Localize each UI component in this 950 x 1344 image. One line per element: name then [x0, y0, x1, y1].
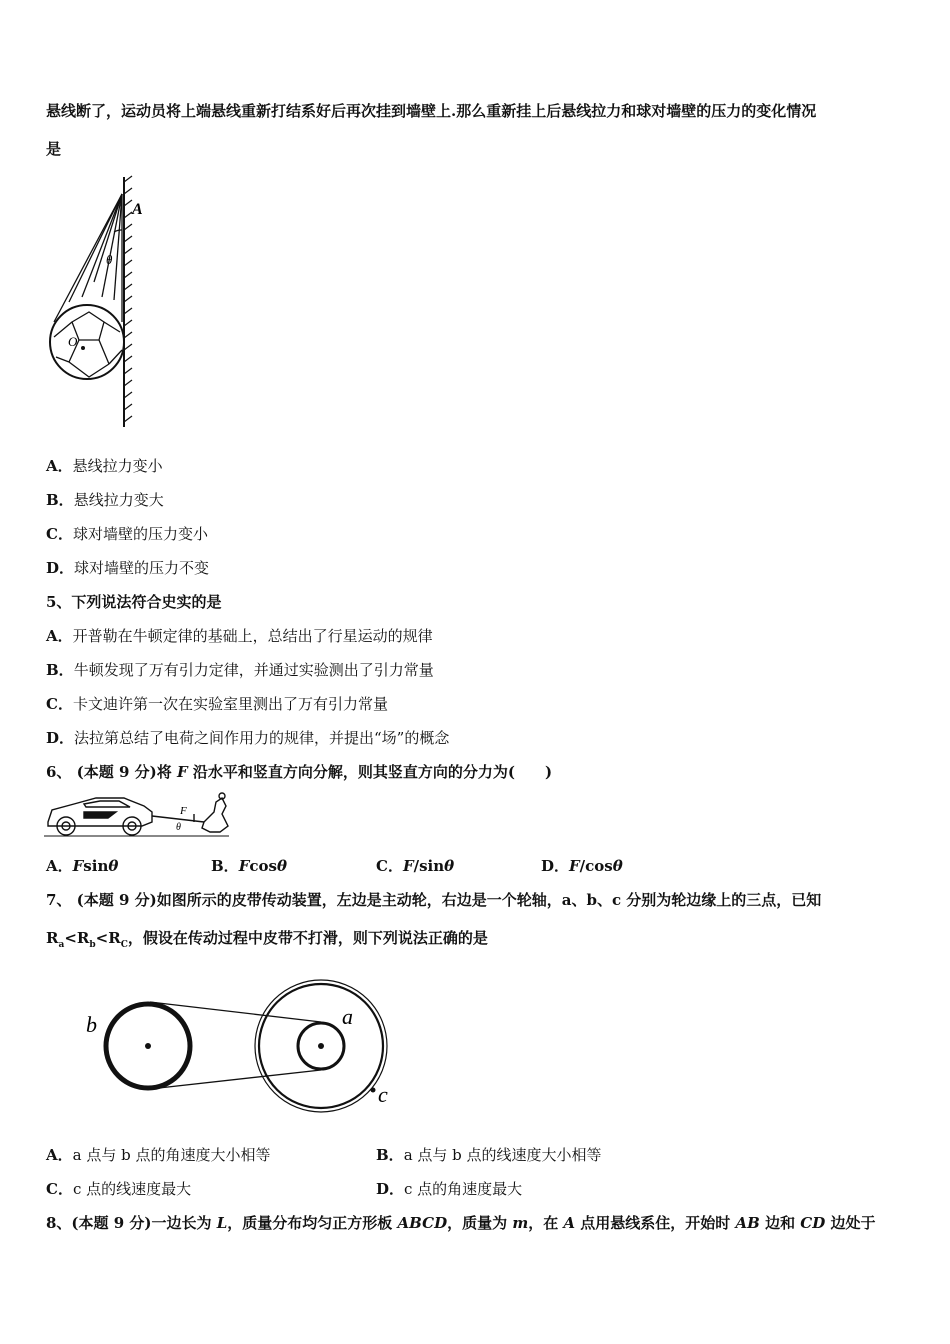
stem-var: ABCD [397, 1214, 448, 1232]
option-var: F [569, 857, 580, 875]
option-text: 悬线拉力变小 [72, 457, 163, 475]
q4-option-a[interactable] [46, 456, 163, 476]
option-label: A． [46, 627, 73, 645]
label-c: c [378, 1082, 388, 1107]
q4-stem-line1: 悬线断了，运动员将上端悬线重新打结系好后再次挂到墙壁上.那么重新挂上后悬线拉力和球对墙壁的压力的变化情况 [46, 102, 817, 120]
option-label: C． [46, 525, 73, 543]
option-text: cos [249, 857, 277, 875]
option-label: B． [376, 1146, 404, 1164]
stem-var: L [216, 1214, 228, 1232]
option-label: B． [46, 661, 74, 679]
option-label: D． [376, 1180, 405, 1198]
option-theta: θ [612, 857, 623, 875]
stem-var: AB [735, 1214, 760, 1232]
q7-option-c[interactable] [46, 1179, 191, 1199]
r-symbol: R [76, 929, 90, 947]
label-a: A [132, 201, 143, 218]
option-text: 悬线拉力变大 [73, 491, 164, 509]
option-var: F [238, 857, 250, 875]
stem-text: ，质量分布均匀正方形板 [227, 1214, 398, 1232]
q5-option-b[interactable] [46, 660, 434, 680]
stem-var: F [176, 763, 188, 781]
r-symbol: R [108, 929, 121, 947]
option-text: 球对墙壁的压力变小 [72, 525, 208, 543]
q6-option-b[interactable] [211, 856, 287, 876]
option-text: /sin [413, 857, 445, 875]
label-o: O [68, 334, 78, 349]
option-label: D． [46, 729, 75, 747]
q7-stem-line2 [46, 928, 488, 955]
option-text: a 点与 b 点的角速度大小相等 [72, 1146, 271, 1164]
stem-text: ，在 [528, 1214, 564, 1232]
label-theta: θ [176, 822, 181, 833]
option-text: a 点与 b 点的线速度大小相等 [403, 1146, 602, 1164]
q6-option-a[interactable] [46, 856, 118, 876]
subscript: b [89, 940, 96, 950]
less-than: < [64, 929, 77, 947]
stem-text: 边处于 [825, 1214, 876, 1232]
stem-var: m [512, 1214, 529, 1232]
option-theta: θ [108, 857, 119, 875]
stem-text: 边和 [759, 1214, 801, 1232]
label-theta: θ [106, 252, 113, 267]
q6-stem [46, 762, 552, 782]
stem-text: 沿水平和竖直方向分解，则其竖直方向的分力为( ) [187, 763, 553, 781]
option-label: D． [541, 857, 570, 875]
stem-text: 点用悬线系住，开始时 [575, 1214, 736, 1232]
ball-wall-figure [44, 172, 154, 432]
option-text: 开普勒在牛顿定律的基础上，总结出了行星运动的规律 [72, 627, 433, 645]
option-theta: θ [276, 857, 287, 875]
car-pull-figure [44, 792, 234, 844]
q7-option-a[interactable] [46, 1145, 271, 1165]
option-label: B． [46, 491, 74, 509]
option-text: 法拉第总结了电荷之间作用力的规律，并提出“场”的概念 [74, 729, 450, 747]
option-text: 卡文迪许第一次在实验室里测出了万有引力常量 [72, 695, 388, 713]
option-label: A． [46, 1146, 73, 1164]
option-var: F [72, 857, 84, 875]
q5-option-a[interactable] [46, 626, 433, 646]
stem-text: ，假设在传动过程中皮带不打滑，则下列说法正确的是 [127, 929, 488, 947]
q6-option-d[interactable] [541, 856, 623, 876]
option-label: B． [211, 857, 239, 875]
option-theta: θ [444, 857, 455, 875]
label-a: a [342, 1004, 353, 1029]
option-label: C． [46, 695, 73, 713]
option-text: 牛顿发现了万有引力定律，并通过实验测出了引力常量 [73, 661, 434, 679]
q4-stem-line2: 是 [46, 140, 62, 158]
stem-var: A [563, 1214, 576, 1232]
less-than: < [95, 929, 109, 947]
option-text: /cos [579, 857, 613, 875]
q4-option-b[interactable] [46, 490, 164, 510]
option-var: F [402, 857, 414, 875]
option-text: 球对墙壁的压力不变 [74, 559, 210, 577]
q5-option-d[interactable] [46, 728, 449, 748]
option-text: c 点的线速度最大 [72, 1180, 192, 1198]
option-label: A． [46, 857, 73, 875]
belt-drive-figure [80, 970, 420, 1130]
label-f: F [180, 805, 187, 817]
q7-option-b[interactable] [376, 1145, 602, 1165]
option-label: A． [46, 457, 73, 475]
option-label: D． [46, 559, 75, 577]
option-text: c 点的角速度最大 [404, 1180, 523, 1198]
stem-var: CD [800, 1214, 826, 1232]
r-symbol: R [46, 929, 59, 947]
stem-text: 6、 (本题 9 分)将 [46, 763, 177, 781]
q5-stem: 5、下列说法符合史实的是 [46, 593, 222, 611]
stem-text: 8、(本题 9 分)一边长为 [46, 1214, 217, 1232]
q5-option-c[interactable] [46, 694, 388, 714]
option-label: C． [46, 1180, 73, 1198]
subscript: a [58, 940, 65, 950]
label-b: b [86, 1012, 97, 1037]
option-label: C． [376, 857, 403, 875]
option-text: sin [83, 857, 109, 875]
q8-stem [46, 1213, 875, 1233]
q6-option-c[interactable] [376, 856, 454, 876]
q7-stem-line1: 7、 (本题 9 分)如图所示的皮带传动装置，左边是主动轮，右边是一个轮轴，a、b、c 分别为轮边缘上的三点，已知 [46, 891, 822, 909]
q4-option-c[interactable] [46, 524, 208, 544]
q7-option-d[interactable] [376, 1179, 522, 1199]
q4-option-d[interactable] [46, 558, 209, 578]
subscript: C [120, 940, 128, 950]
stem-text: ，质量为 [447, 1214, 513, 1232]
